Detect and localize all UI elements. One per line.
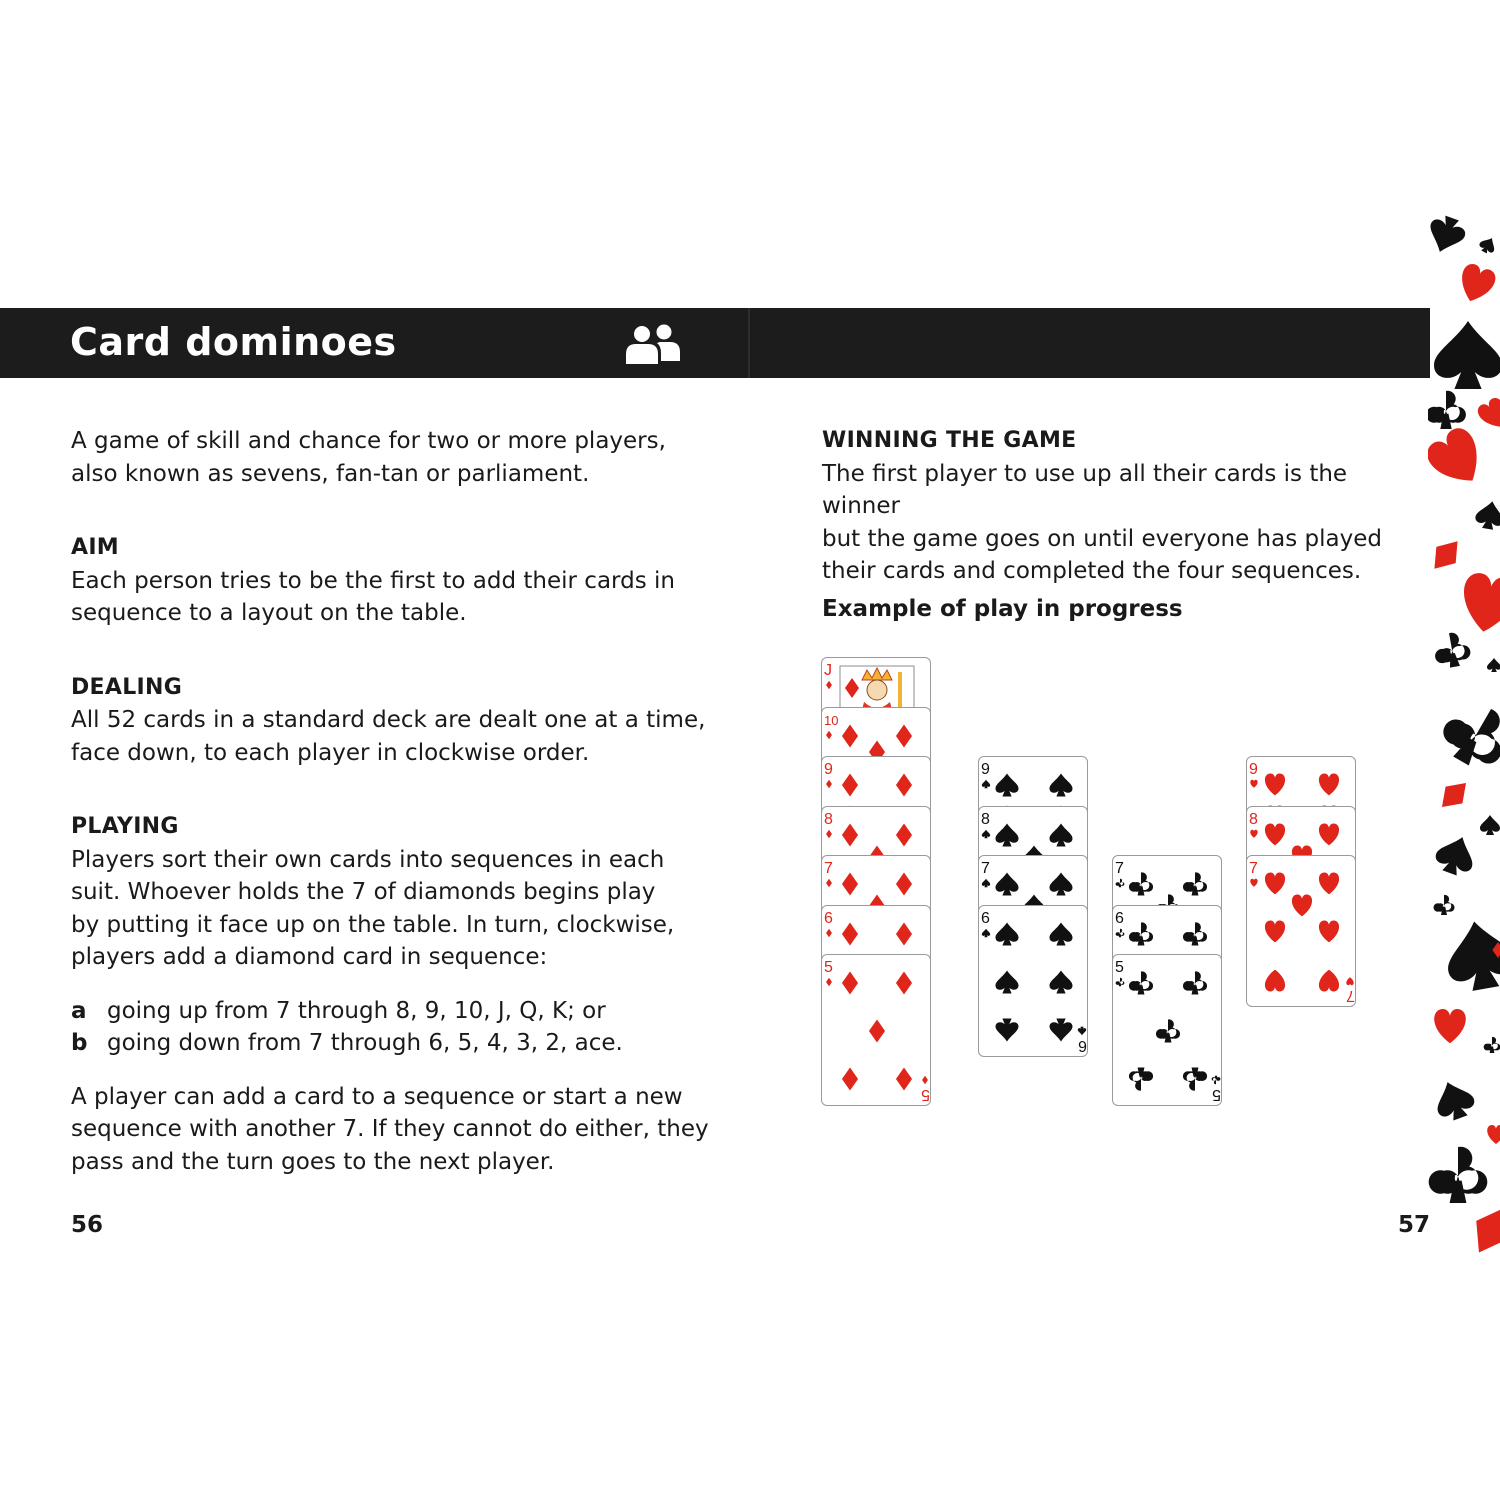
spread-gutter [748, 308, 750, 378]
club-pip-icon [1116, 928, 1125, 936]
diamond-pip-icon [896, 724, 912, 747]
sequence-list [71, 995, 711, 1060]
closing-line: sequence with another 7. If they cannot do either, they [71, 1116, 709, 1142]
spade-pip-icon [1050, 970, 1073, 993]
dealing-heading: DEALING [71, 674, 183, 700]
playing-card [1246, 855, 1356, 1007]
list-letter: b [71, 1030, 88, 1056]
spade-pip-icon [1050, 873, 1073, 896]
club-pip-icon [1116, 879, 1125, 887]
heart-decor-icon [1457, 571, 1500, 636]
heart-decor-icon [1434, 1009, 1466, 1043]
card-rank: 7 [1115, 860, 1124, 877]
heart-pip-icon [1319, 970, 1339, 992]
spade-pip-icon [1050, 922, 1073, 945]
heart-pip-icon [1346, 977, 1353, 985]
spade-pip-icon [996, 1018, 1019, 1041]
playing-heading: PLAYING [71, 814, 179, 839]
club-pip-icon [1129, 971, 1153, 994]
spade-pip-icon [1050, 774, 1073, 797]
right-column [822, 425, 1422, 588]
heart-pip-icon [1319, 873, 1339, 895]
card-rank: J [824, 662, 832, 679]
spade-pip-icon [982, 780, 990, 788]
diamond-pip-icon [842, 774, 858, 797]
spade-decor-icon [1487, 658, 1500, 672]
playing-card [821, 954, 931, 1106]
heart-pip-icon [1265, 970, 1285, 992]
spade-pip-icon [996, 873, 1019, 896]
spade-decor-icon [1477, 234, 1499, 256]
diamond-pip-icon [896, 1068, 912, 1091]
heart-decor-icon [1475, 395, 1500, 433]
spade-pip-icon [996, 774, 1019, 797]
spade-pip-icon [996, 823, 1019, 846]
diamond-pip-icon [826, 730, 832, 738]
card-rank: 5 [921, 1086, 930, 1103]
two-players-icon [626, 324, 680, 364]
diamond-pip-icon [826, 879, 832, 887]
diamond-pip-icon [826, 978, 832, 986]
diamond-pip-icon [842, 724, 858, 747]
spade-pip-icon [996, 922, 1019, 945]
card-rank: 6 [1078, 1036, 1087, 1054]
card-rank: 9 [1249, 761, 1258, 778]
card-rank: 10 [824, 712, 839, 728]
left-column [71, 425, 711, 1178]
title-bar [0, 308, 1430, 378]
heart-pip-icon [1319, 774, 1339, 796]
club-decor-icon [1434, 693, 1500, 777]
card-rank: 6 [824, 909, 833, 927]
club-pip-icon [1116, 978, 1125, 986]
heart-decor-icon [1454, 261, 1498, 306]
list-text: going up from 7 through 8, 9, 10, J, Q, K; or [107, 997, 606, 1024]
diamond-pip-icon [826, 829, 832, 837]
card-rank: 6 [1115, 909, 1124, 927]
playing-line: players add a diamond card in sequence: [71, 944, 548, 970]
card-rank: 8 [824, 810, 833, 828]
spade-decor-icon [1428, 215, 1469, 258]
example-heading: Example of play in progress [822, 596, 1183, 622]
spade-pip-icon [1078, 1026, 1086, 1034]
list-item [71, 1027, 711, 1060]
card-rank: 7 [1346, 987, 1355, 1004]
spade-pip-icon [1050, 823, 1073, 846]
intro-line: A game of skill and chance for two or more players, [71, 428, 666, 454]
heart-pip-icon [1292, 895, 1312, 917]
dealing-line: face down, to each player in clockwise order. [71, 739, 590, 766]
playing-line: Players sort their own cards into sequences in each [71, 846, 665, 873]
club-pip-icon [1183, 971, 1207, 994]
club-pip-icon [1183, 1068, 1207, 1091]
card-rank: 8 [981, 810, 990, 828]
card-rank: 7 [981, 860, 990, 877]
heart-decor-icon [1428, 423, 1493, 495]
club-decor-icon [1434, 895, 1455, 915]
playing-line: by putting it face up on the table. In turn, clockwise, [71, 911, 675, 938]
aim-line: sequence to a layout on the table. [71, 600, 467, 626]
spade-pip-icon [982, 879, 990, 887]
heart-pip-icon [1265, 774, 1285, 796]
club-decor-icon [1484, 1037, 1500, 1053]
club-pip-icon [1183, 872, 1207, 895]
heart-pip-icon [1265, 823, 1285, 845]
spade-pip-icon [996, 970, 1019, 993]
diamond-pip-icon [842, 972, 858, 995]
diamond-pip-icon [842, 873, 858, 896]
diamond-pip-icon [896, 774, 912, 797]
playing-card [978, 905, 1088, 1057]
heart-pip-icon [1250, 829, 1257, 837]
winning-line: their cards and completed the four sequences. [822, 558, 1362, 584]
diamond-decor-icon [1428, 533, 1467, 577]
diamond-decor-icon [1434, 775, 1475, 816]
list-letter: a [71, 997, 87, 1024]
diamond-pip-icon [842, 922, 858, 945]
diamond-pip-icon [896, 972, 912, 995]
card-rank: 5 [824, 959, 833, 976]
diamond-pip-icon [826, 928, 832, 936]
spade-decor-icon [1474, 499, 1500, 531]
diamond-pip-icon [842, 1068, 858, 1091]
closing-line: A player can add a card to a sequence or start a new [71, 1083, 683, 1110]
page-title: Card dominoes [70, 320, 397, 364]
page-number-right: 57 [1398, 1212, 1431, 1238]
spade-decor-icon [1430, 1076, 1479, 1125]
club-pip-icon [1212, 1076, 1221, 1084]
heart-pip-icon [1250, 879, 1257, 887]
winning-heading: WINNING THE GAME [822, 428, 1077, 453]
aim-heading: AIM [71, 535, 120, 560]
diamond-pip-icon [869, 1020, 885, 1043]
page-number-left: 56 [71, 1212, 104, 1238]
aim-line: Each person tries to be the first to add their cards in [71, 567, 675, 594]
heart-pip-icon [1319, 823, 1339, 845]
heart-pip-icon [1265, 873, 1285, 895]
spade-pip-icon [982, 829, 990, 837]
list-item [71, 995, 711, 1028]
closing-line: pass and the turn goes to the next player. [71, 1148, 555, 1175]
heart-pip-icon [1265, 921, 1285, 943]
diamond-decor-icon [1463, 1198, 1500, 1261]
diamond-pip-icon [896, 873, 912, 896]
list-text: going down from 7 through 6, 5, 4, 3, 2, ace. [107, 1030, 623, 1056]
card-rank: 7 [1249, 860, 1258, 877]
suit-pattern-border [1428, 215, 1500, 1275]
spade-decor-icon [1480, 815, 1500, 835]
winning-line: The first player to use up all their cards is the winner [822, 460, 1348, 519]
club-decor-icon [1429, 1147, 1488, 1203]
winning-line: but the game goes on until everyone has played [822, 525, 1382, 552]
card-rank: 9 [824, 761, 833, 778]
spade-decor-icon [1434, 321, 1500, 389]
heart-decor-icon [1487, 1125, 1500, 1144]
spade-decor-icon [1432, 831, 1481, 880]
intro-line: also known as sevens, fan-tan or parliament. [71, 460, 590, 487]
playing-card [1112, 954, 1222, 1106]
club-pip-icon [1129, 872, 1153, 895]
diamond-pip-icon [826, 780, 832, 788]
club-pip-icon [1129, 1068, 1153, 1091]
card-rank: 8 [1249, 810, 1258, 828]
diamond-pip-icon [896, 823, 912, 846]
diamond-pip-icon [922, 1076, 928, 1084]
diamond-pip-icon [896, 922, 912, 945]
spade-pip-icon [982, 928, 990, 936]
diamond-pip-icon [845, 678, 859, 698]
spade-pip-icon [1050, 1018, 1073, 1041]
club-pip-icon [1129, 922, 1153, 945]
club-pip-icon [1156, 1019, 1180, 1042]
card-rank: 9 [981, 761, 990, 778]
playing-line: suit. Whoever holds the 7 of diamonds begins play [71, 879, 656, 905]
diamond-pip-icon [826, 681, 832, 689]
heart-pip-icon [1319, 921, 1339, 943]
card-rank: 7 [824, 860, 833, 877]
club-decor-icon [1428, 391, 1466, 429]
club-pip-icon [1183, 922, 1207, 945]
card-rank: 6 [981, 909, 990, 927]
spade-decor-icon [1441, 916, 1500, 995]
heart-pip-icon [1250, 780, 1257, 788]
diamond-pip-icon [842, 823, 858, 846]
card-rank: 5 [1115, 959, 1124, 976]
dealing-line: All 52 cards in a standard deck are dealt one at a time, [71, 707, 706, 733]
club-decor-icon [1431, 630, 1472, 670]
card-rank: 5 [1212, 1086, 1221, 1103]
